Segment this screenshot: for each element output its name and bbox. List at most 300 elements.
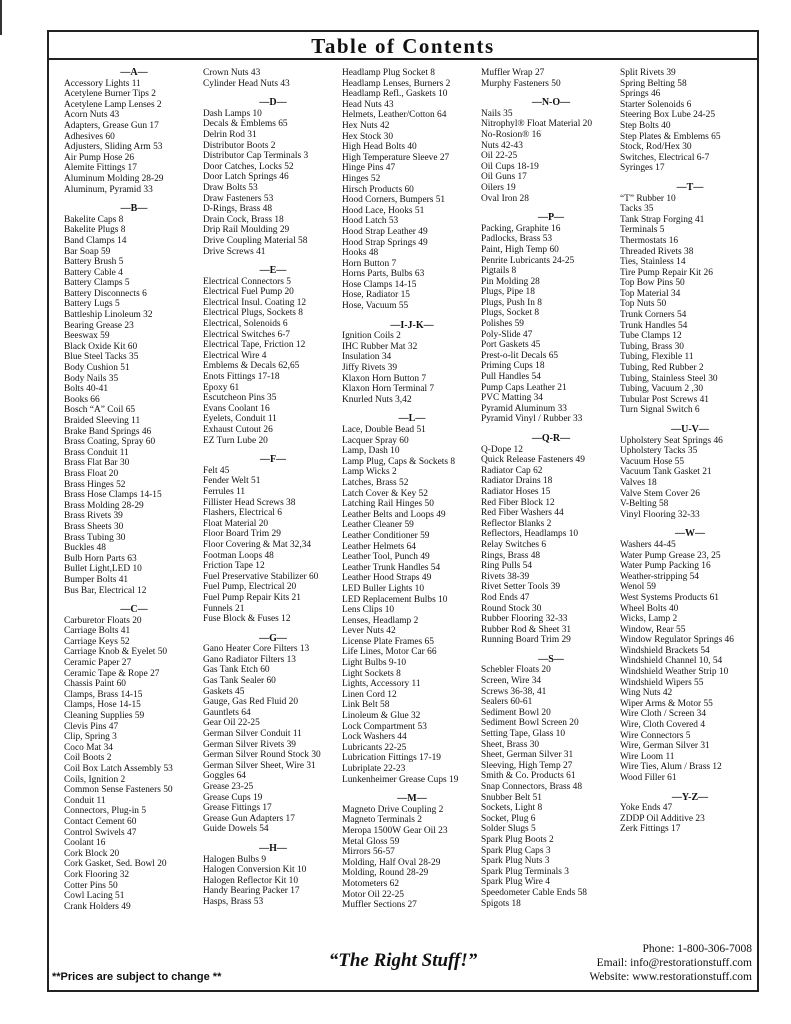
index-column-1 xyxy=(64,68,204,912)
index-entry: Motometers 62 xyxy=(342,878,400,889)
index-entry: PVC Matting 34 xyxy=(481,393,543,404)
index-entry: Lamp Wicks 2 xyxy=(342,467,397,478)
index-entry: Draw Bolts 53 xyxy=(203,182,258,193)
index-entry: Vinyl Flooring 32-33 xyxy=(620,509,700,520)
page-edge-line xyxy=(0,0,2,35)
index-entry: Leather Tool, Punch 49 xyxy=(342,552,430,563)
section-letter-heading: —D— xyxy=(259,97,287,109)
index-entry: Bus Bar, Electrical 12 xyxy=(64,585,147,596)
index-entry: Socket, Plug 6 xyxy=(481,813,536,824)
index-entry: Schebler Floats 20 xyxy=(481,665,551,676)
index-entry: Rivet Setter Tools 39 xyxy=(481,582,561,593)
index-entry: Water Pump Grease 23, 25 xyxy=(620,550,721,561)
index-entry: Q-Dope 12 xyxy=(481,444,523,455)
index-entry: Brass Hinges 52 xyxy=(64,479,126,490)
index-entry: Electrical Plugs, Sockets 8 xyxy=(203,308,303,319)
index-entry: Lenses, Headlamp 2 xyxy=(342,615,419,626)
index-entry: Spark Plug Wire 4 xyxy=(481,877,550,888)
index-entry: Lubriplate 22-23 xyxy=(342,764,406,774)
index-entry: Hose, Radiator 15 xyxy=(342,290,410,301)
index-entry: Handy Bearing Packer 17 xyxy=(203,886,300,897)
index-entry: Evans Coolant 16 xyxy=(203,403,270,414)
index-entry: Gauge, Gas Red Fluid 20 xyxy=(203,697,299,708)
index-entry: Windshield Channel 10, 54 xyxy=(620,656,723,667)
index-entry: Split Rivets 39 xyxy=(620,68,676,78)
index-entry: Light Bulbs 9-10 xyxy=(342,658,407,669)
section-letter-heading: —I-J-K— xyxy=(390,319,434,331)
index-entry: Grease Gun Adapters 17 xyxy=(203,813,295,824)
index-entry: Fuse Block & Fuses 12 xyxy=(203,614,291,625)
index-entry: Spigots 18 xyxy=(481,898,521,909)
index-entry: Band Clamps 14 xyxy=(64,235,127,246)
index-entry: Floor Covering & Mat 32,34 xyxy=(203,539,312,550)
index-entry: Spark Plug Nuts 3 xyxy=(481,856,550,867)
page-title: Table of Contents xyxy=(49,32,757,60)
email-line: Email: info@restorationstuff.com xyxy=(596,957,752,969)
index-entry: Distributor Cap Terminals 3 xyxy=(203,151,309,162)
index-entry: Coil Box Latch Assembly 53 xyxy=(64,764,173,774)
index-entry: Water Pump Packing 16 xyxy=(620,561,711,572)
index-entry: Buckles 48 xyxy=(64,543,106,554)
index-entry: Control Swivels 47 xyxy=(64,827,137,838)
index-entry: Ferrules 11 xyxy=(203,486,246,497)
index-entry: Hood Strap Springs 49 xyxy=(342,237,428,248)
index-entry: Cotter Pins 50 xyxy=(64,880,118,891)
index-entry: Mirrors 56-57 xyxy=(342,847,395,858)
index-entry: Plugs, Push In 8 xyxy=(481,297,542,308)
index-entry: Tubing, Red Rubber 2 xyxy=(620,363,704,374)
index-entry: Reflector Blanks 2 xyxy=(481,518,552,529)
section-letter-heading: —A— xyxy=(120,67,148,78)
index-entry: Tubing, Stainless Steel 30 xyxy=(620,373,718,384)
index-entry: Brake Band Springs 46 xyxy=(64,426,152,437)
index-entry: Vacuum Hose 55 xyxy=(620,456,685,467)
index-entry: Spark Plug Caps 3 xyxy=(481,845,551,856)
index-entry: Lamp, Dash 10 xyxy=(342,446,400,457)
index-entry: Polishes 59 xyxy=(481,319,524,330)
index-entry: Bullet Light,LED 10 xyxy=(64,564,142,575)
index-entry: Brass Tubing 30 xyxy=(64,532,126,543)
index-column-5 xyxy=(620,68,760,835)
index-entry: Wood Filler 61 xyxy=(620,773,677,783)
index-entry: Spark Plug Boots 2 xyxy=(481,834,554,845)
index-entry: Headlamp Plug Socket 8 xyxy=(342,68,435,78)
section-letter-heading: —F— xyxy=(259,454,287,466)
index-entry: Cowl Lacing 51 xyxy=(64,891,125,902)
index-entry: Terminals 5 xyxy=(620,225,665,236)
index-entry: Muffler Wrap 27 xyxy=(481,68,545,78)
index-entry: Battery Clamps 5 xyxy=(64,278,130,289)
index-entry: Poly-Slide 47 xyxy=(481,329,533,340)
index-columns xyxy=(64,68,754,943)
index-entry: High Temperature Sleeve 27 xyxy=(342,152,450,163)
index-entry: Clamps, Brass 14-15 xyxy=(64,689,143,700)
index-entry: Radiator Cap 62 xyxy=(481,465,543,476)
index-entry: Thermostats 16 xyxy=(620,235,679,246)
index-entry: Washers 44-45 xyxy=(620,539,676,550)
index-entry: Goggles 64 xyxy=(203,771,246,782)
index-entry: Gauntlets 64 xyxy=(203,707,251,718)
index-entry: Braided Sleeving 11 xyxy=(64,416,141,426)
index-entry: Halogen Bulbs 9 xyxy=(203,854,267,865)
website-line: Website: www.restorationstuff.com xyxy=(589,971,752,983)
section-letter-heading: —S— xyxy=(538,653,564,665)
index-entry: Brass Flat Bar 30 xyxy=(64,458,130,469)
index-entry: Pump Caps Leather 21 xyxy=(481,382,567,393)
index-entry: Head Nuts 43 xyxy=(342,99,394,110)
index-entry: Sediment Bowl Screen 20 xyxy=(481,718,579,729)
index-entry: Cork Block 20 xyxy=(64,848,120,859)
index-entry: Chassis Paint 60 xyxy=(64,679,126,690)
index-entry: Klaxon Horn Terminal 7 xyxy=(342,384,435,395)
index-entry: EZ Turn Lube 20 xyxy=(203,435,268,446)
index-entry: Screws 36-38, 41 xyxy=(481,686,547,697)
index-entry: Horns Parts, Bulbs 63 xyxy=(342,269,425,280)
index-entry: Hood Lace, Hooks 51 xyxy=(342,205,425,216)
index-entry: Threaded Rivets 38 xyxy=(620,246,694,257)
index-entry: Springs 46 xyxy=(620,89,661,100)
section-letter-heading: —N-O— xyxy=(531,97,571,109)
index-entry: Lights, Accessory 11 xyxy=(342,679,421,690)
index-entry: Gano Heater Core Filters 13 xyxy=(203,644,310,655)
index-entry: Gaskets 45 xyxy=(203,686,245,697)
index-entry: Carburetor Floats 20 xyxy=(64,615,142,626)
index-entry: Adhesives 60 xyxy=(64,131,115,142)
index-entry: Paint, High Temp 60 xyxy=(481,244,559,255)
index-entry: Valve Stem Cover 26 xyxy=(620,488,700,499)
index-entry: Tire Pump Repair Kit 26 xyxy=(620,267,713,278)
index-entry: Prest-o-lit Decals 65 xyxy=(481,350,559,361)
index-entry: Rod Ends 47 xyxy=(481,592,530,603)
index-entry: Lunkenheimer Grease Cups 19 xyxy=(342,774,459,785)
index-entry: Coil Boots 2 xyxy=(64,753,112,764)
index-entry: Wire, German Silver 31 xyxy=(620,741,710,752)
index-entry: Tube Clamps 12 xyxy=(620,331,682,342)
index-entry: Rings, Brass 48 xyxy=(481,550,541,561)
index-entry: Door Catches, Locks 52 xyxy=(203,161,294,172)
index-entry: Sealers 60-61 xyxy=(481,697,533,708)
index-entry: Float Material 20 xyxy=(203,518,269,529)
index-entry: Hose, Vacuum 55 xyxy=(342,301,409,312)
index-entry: Fender Welt 51 xyxy=(203,476,261,487)
index-entry: Pyramid Aluminum 33 xyxy=(481,403,567,414)
index-entry: Step Plates & Emblems 65 xyxy=(620,131,721,142)
index-entry: Wire Loom 11 xyxy=(620,751,675,762)
index-entry: Zerk Fittings 17 xyxy=(620,824,681,835)
index-entry: Syringes 17 xyxy=(620,163,665,174)
index-entry: Turn Signal Switch 6 xyxy=(620,405,700,416)
price-notice: **Prices are subject to change ** xyxy=(52,971,222,983)
index-entry: Link Belt 58 xyxy=(342,700,390,711)
index-entry: Emblems & Decals 62,65 xyxy=(203,361,300,372)
index-entry: V-Belting 58 xyxy=(620,499,669,510)
index-entry: Tacks 35 xyxy=(620,204,654,215)
index-entry: Tubing, Flexible 11 xyxy=(620,352,694,363)
index-entry: Bar Soap 59 xyxy=(64,246,111,257)
index-entry: Clip, Spring 3 xyxy=(64,732,117,743)
index-entry: Hirsch Products 60 xyxy=(342,184,414,195)
index-entry: Drive Coupling Material 58 xyxy=(203,235,308,246)
index-entry: Yoke Ends 47 xyxy=(620,803,673,814)
index-entry: Battleship Linoleum 32 xyxy=(64,310,153,321)
index-entry: Clevis Pins 47 xyxy=(64,721,119,732)
index-entry: Trunk Handles 54 xyxy=(620,320,688,331)
index-entry: Setting Tape, Glass 10 xyxy=(481,729,566,740)
index-entry: Jiffy Rivets 39 xyxy=(342,363,398,374)
index-entry: Wire, Cloth Covered 4 xyxy=(620,720,706,731)
index-entry: Rubber Rod & Sheet 31 xyxy=(481,624,572,635)
index-entry: Bumper Bolts 41 xyxy=(64,574,129,585)
index-entry: Sleeving, High Temp 27 xyxy=(481,760,573,771)
index-entry: Smith & Co. Products 61 xyxy=(481,771,576,782)
index-entry: Pull Handles 54 xyxy=(481,372,541,383)
index-entry: Bolts 40-41 xyxy=(64,384,109,395)
index-entry: Windshield Wipers 55 xyxy=(620,677,704,688)
index-entry: Lens Clips 10 xyxy=(342,605,395,616)
index-entry: Window, Rear 55 xyxy=(620,624,686,635)
index-entry: Electrical Switches 6-7 xyxy=(203,329,290,340)
index-entry: Drain Cock, Brass 18 xyxy=(203,214,284,225)
index-entry: Brass Molding 28-29 xyxy=(64,500,144,511)
index-entry: Accessory Lights 11 xyxy=(64,78,141,89)
index-entry: Tubing, Brass 30 xyxy=(620,341,684,352)
index-entry: Electrical, Solenoids 6 xyxy=(203,319,288,330)
section-letter-heading: —T— xyxy=(676,181,704,193)
index-entry: Conduit 11 xyxy=(64,795,106,806)
index-entry: Ceramic Tape & Rope 27 xyxy=(64,668,160,679)
index-entry: Felt 45 xyxy=(203,465,230,476)
index-entry: Packing, Graphite 16 xyxy=(481,223,561,234)
index-entry: Wing Nuts 42 xyxy=(620,688,673,699)
index-entry: Rivets 38-39 xyxy=(481,571,530,582)
index-entry: Magneto Drive Coupling 2 xyxy=(342,804,444,815)
index-entry: Trunk Corners 54 xyxy=(620,310,687,321)
index-entry: Gano Radiator Filters 13 xyxy=(203,654,296,665)
index-entry: Decals & Emblems 65 xyxy=(203,119,288,130)
index-entry: Wicks, Lamp 2 xyxy=(620,614,678,625)
index-entry: Windshield Weather Strip 10 xyxy=(620,667,729,678)
index-entry: Electrical Wire 4 xyxy=(203,350,267,361)
index-entry: Spring Belting 58 xyxy=(620,78,687,89)
index-entry: Delrin Rod 31 xyxy=(203,129,257,140)
index-entry: Priming Cups 18 xyxy=(481,361,545,372)
index-entry: Wheel Bolts 40 xyxy=(620,603,679,614)
index-entry: Linen Cord 12 xyxy=(342,689,397,700)
index-entry: Solder Slugs 5 xyxy=(481,824,536,835)
slogan: “The Right Stuff!” xyxy=(328,950,478,971)
index-entry: Gas Tank Sealer 60 xyxy=(203,676,276,687)
index-entry: Black Oxide Kit 60 xyxy=(64,341,138,352)
index-entry: German Silver Round Stock 30 xyxy=(203,750,321,761)
index-entry: Leather Belts and Loops 49 xyxy=(342,509,446,520)
index-entry: Fuel Preservative Stabilizer 60 xyxy=(203,571,319,582)
index-entry: Grease 23-25 xyxy=(203,782,254,792)
index-entry: Top Material 34 xyxy=(620,288,681,299)
index-entry: Electrical Tape, Friction 12 xyxy=(203,340,306,351)
index-entry: Cork Flooring 32 xyxy=(64,869,130,880)
index-entry: Wiper Arms & Motor 55 xyxy=(620,698,713,709)
index-entry: Leather Conditioner 59 xyxy=(342,530,430,541)
index-entry: ZDDP Oil Additive 23 xyxy=(620,813,705,824)
index-entry: Enots Fittings 17-18 xyxy=(203,372,280,383)
index-entry: Brass Sheets 30 xyxy=(64,521,124,532)
index-entry: Eyelets, Conduit 11 xyxy=(203,414,277,425)
index-entry: Gear Oil 22-25 xyxy=(203,718,260,729)
index-entry: Knurled Nuts 3,42 xyxy=(342,394,412,405)
index-entry: Upholstery Tacks 35 xyxy=(620,446,698,457)
index-entry: Sediment Bowl 20 xyxy=(481,707,551,718)
index-entry: Headlamp Lenses, Burners 2 xyxy=(342,78,451,89)
index-entry: Molding, Half Oval 28-29 xyxy=(342,857,441,868)
index-entry: Battery Lugs 5 xyxy=(64,299,120,310)
index-entry: Brass Rivets 39 xyxy=(64,511,123,522)
phone-line: Phone: 1-800-306-7008 xyxy=(642,943,752,955)
index-entry: Funnels 21 xyxy=(203,603,245,614)
index-entry: Acetylene Burner Tips 2 xyxy=(64,89,156,100)
index-entry: License Plate Frames 65 xyxy=(342,636,434,647)
index-entry: Halogen Reflector Kit 10 xyxy=(203,875,299,886)
index-entry: Escutcheon Pins 35 xyxy=(203,393,277,404)
index-entry: Footman Loops 48 xyxy=(203,550,274,561)
index-entry: Aluminum, Pyramid 33 xyxy=(64,184,153,195)
index-entry: Port Gaskets 45 xyxy=(481,340,541,351)
index-entry: Life Lines, Motor Car 66 xyxy=(342,647,437,658)
index-entry: Plugs, Socket 8 xyxy=(481,308,540,319)
index-entry: Nails 35 xyxy=(481,108,513,119)
index-entry: Brass Conduit 11 xyxy=(64,447,129,458)
index-column-2 xyxy=(203,68,343,908)
index-entry: Wire Ties, Alum / Brass 12 xyxy=(620,762,722,773)
index-entry: Leather Cleaner 59 xyxy=(342,520,414,531)
index-entry: Valves 18 xyxy=(620,477,657,488)
index-entry: Motor Oil 22-25 xyxy=(342,889,404,900)
index-entry: Spark Plug Terminals 3 xyxy=(481,866,569,877)
index-entry: Coolant 16 xyxy=(64,838,106,849)
index-entry: Insulation 34 xyxy=(342,352,392,363)
index-entry: “T” Rubber 10 xyxy=(620,193,676,204)
index-entry: Crown Nuts 43 xyxy=(203,68,261,78)
index-entry: Leather Hood Straps 49 xyxy=(342,573,432,584)
index-entry: Pin Molding 28 xyxy=(481,276,540,287)
index-entry: Molding, Round 28-29 xyxy=(342,868,429,879)
index-entry: Reflectors, Headlamps 10 xyxy=(481,529,579,540)
index-entry: Draw Fasteners 53 xyxy=(203,193,274,204)
index-entry: Plugs, Pipe 18 xyxy=(481,287,535,298)
index-entry: Body Cushion 51 xyxy=(64,363,130,374)
index-entry: Halogen Conversion Kit 10 xyxy=(203,865,307,876)
index-entry: Radiator Hoses 15 xyxy=(481,486,551,497)
index-entry: Snubber Belt 51 xyxy=(481,792,542,803)
index-entry: Linoleum & Glue 32 xyxy=(342,711,421,722)
index-entry: Dash Lamps 10 xyxy=(203,108,262,119)
index-entry: Electrical Connectors 5 xyxy=(203,276,291,287)
index-entry: Flashers, Electrical 6 xyxy=(203,508,282,519)
index-entry: Books 66 xyxy=(64,394,100,405)
index-entry: High Head Bolts 40 xyxy=(342,142,417,153)
index-entry: Bakelite Caps 8 xyxy=(64,214,124,225)
section-letter-heading: —W— xyxy=(675,528,705,540)
index-entry: Rubber Flooring 32-33 xyxy=(481,614,568,625)
index-entry: Tubing, Vacuum 2 ,30 xyxy=(620,384,704,395)
index-entry: Hex Stock 30 xyxy=(342,131,394,142)
index-entry: Cleaning Supplies 59 xyxy=(64,711,145,722)
index-entry: Electrical Insul. Coating 12 xyxy=(203,297,307,308)
index-entry: Klaxon Horn Button 7 xyxy=(342,373,427,384)
index-entry: Lock Compartment 53 xyxy=(342,721,427,732)
index-entry: Body Nails 35 xyxy=(64,373,119,384)
index-entry: Round Stock 30 xyxy=(481,603,542,614)
index-entry: Tank Strap Forging 41 xyxy=(620,214,705,225)
index-entry: Acorn Nuts 43 xyxy=(64,110,120,121)
index-entry: Bosch “A” Coil 65 xyxy=(64,405,136,416)
index-entry: Helmets, Leather/Cotton 64 xyxy=(342,110,447,121)
index-entry: Pyramid Vinyl / Rubber 33 xyxy=(481,414,583,425)
index-entry: Ceramic Paper 27 xyxy=(64,658,132,669)
index-entry: Oil Cups 18-19 xyxy=(481,161,539,172)
index-entry: IHC Rubber Mat 32 xyxy=(342,341,418,352)
contact-info xyxy=(589,942,752,984)
index-entry: Oilers 19 xyxy=(481,182,516,193)
index-entry: Snap Connectors, Brass 48 xyxy=(481,782,583,792)
index-entry: Bakelite Plugs 8 xyxy=(64,225,126,236)
index-entry: Hooks 48 xyxy=(342,248,379,259)
index-entry: Windshield Brackets 54 xyxy=(620,645,710,656)
index-entry: Lock Washers 44 xyxy=(342,732,407,743)
index-entry: Radiator Drains 18 xyxy=(481,476,553,487)
index-entry: Hood Strap Leather 49 xyxy=(342,226,428,237)
index-entry: Fillister Head Screws 38 xyxy=(203,497,296,508)
index-entry: Battery Disconnects 6 xyxy=(64,288,147,299)
index-entry: Sheet, German Silver 31 xyxy=(481,750,574,761)
index-entry: Red Fiber Block 12 xyxy=(481,497,555,508)
index-entry: Starter Solenoids 6 xyxy=(620,99,692,110)
index-entry: Brass Coating, Spray 60 xyxy=(64,437,156,448)
index-entry: Sheet, Brass 30 xyxy=(481,739,540,750)
index-entry: Drip Rail Moulding 29 xyxy=(203,225,290,236)
section-letter-heading: —B— xyxy=(120,203,148,215)
index-entry: Bearing Grease 23 xyxy=(64,320,134,331)
index-entry: Latch Cover & Key 52 xyxy=(342,488,428,499)
index-entry: Running Board Trim 29 xyxy=(481,635,571,646)
index-entry: Brass Hose Clamps 14-15 xyxy=(64,490,162,501)
index-entry: Vacuum Tank Gasket 21 xyxy=(620,467,712,478)
index-entry: German Silver Conduit 11 xyxy=(203,729,302,740)
index-entry: Ring Pulls 54 xyxy=(481,561,533,572)
index-entry: Stock, Rod/Hex 30 xyxy=(620,142,692,153)
index-entry: Oil Guns 17 xyxy=(481,172,527,183)
index-entry: Ignition Coils 2 xyxy=(342,331,401,342)
index-entry: Quick Release Fasteners 49 xyxy=(481,455,585,466)
index-entry: Nuts 42-43 xyxy=(481,140,523,151)
index-entry: Brass Float 20 xyxy=(64,468,119,479)
index-entry: Hood Corners, Bumpers 51 xyxy=(342,195,446,206)
index-entry: Upholstery Seat Springs 46 xyxy=(620,435,723,446)
index-entry: Step Bolts 40 xyxy=(620,120,671,131)
index-entry: Nitrophyl® Float Material 20 xyxy=(481,119,593,130)
index-entry: Grease Cups 19 xyxy=(203,792,263,803)
index-entry: Carriage Keys 52 xyxy=(64,636,130,647)
index-entry: Battery Brush 5 xyxy=(64,257,124,268)
index-entry: Oil 22-25 xyxy=(481,151,518,162)
index-entry: Meropa 1500W Gear Oil 23 xyxy=(342,825,448,836)
index-entry: Magneto Terminals 2 xyxy=(342,815,422,826)
index-entry: Beeswax 59 xyxy=(64,331,110,342)
index-entry: Friction Tape 12 xyxy=(203,561,265,572)
toc-frame xyxy=(47,30,759,992)
index-entry: Distributor Boots 2 xyxy=(203,140,276,151)
index-entry: Light Sockets 8 xyxy=(342,668,401,679)
index-entry: Metal Gloss 59 xyxy=(342,836,400,847)
